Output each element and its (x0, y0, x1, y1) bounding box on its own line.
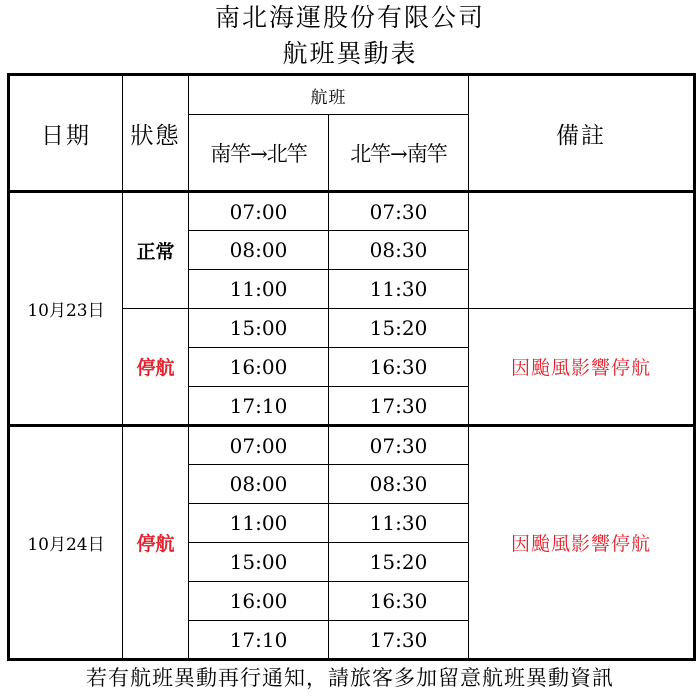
status-normal: 正常 (123, 192, 189, 309)
departure-time: 15:00 (189, 543, 329, 582)
header-route-beigan-nangan: 北竿→南竿 (329, 115, 469, 192)
return-time: 17:30 (329, 387, 469, 426)
header-status: 狀態 (123, 75, 189, 192)
departure-time: 07:00 (189, 426, 329, 465)
return-time: 15:20 (329, 309, 469, 348)
departure-time: 11:00 (189, 504, 329, 543)
return-time: 11:30 (329, 504, 469, 543)
return-time: 07:30 (329, 192, 469, 231)
status-suspended: 停航 (123, 309, 189, 426)
departure-time: 11:00 (189, 270, 329, 309)
remark-typhoon: 因颱風影響停航 (469, 309, 695, 426)
return-time: 15:20 (329, 543, 469, 582)
header-date: 日期 (9, 75, 123, 192)
return-time: 16:30 (329, 582, 469, 621)
return-time: 08:30 (329, 465, 469, 504)
footer-notice: 若有航班異動再行通知，請旅客多加留意航班異動資訊 (86, 666, 614, 690)
header-route-nangan-beigan: 南竿→北竿 (189, 115, 329, 192)
return-time: 07:30 (329, 426, 469, 465)
return-time: 16:30 (329, 348, 469, 387)
departure-time: 17:10 (189, 621, 329, 660)
schedule-table (7, 73, 696, 661)
remark-empty (469, 192, 695, 309)
departure-time: 16:00 (189, 582, 329, 621)
company-title: 南北海運股份有限公司 (214, 3, 485, 32)
date-cell: 10月23日 (9, 192, 123, 426)
table-title: 航班異動表 (282, 39, 418, 68)
departure-time: 16:00 (189, 348, 329, 387)
return-time: 11:30 (329, 270, 469, 309)
date-cell: 10月24日 (9, 426, 123, 660)
departure-time: 15:00 (189, 309, 329, 348)
departure-time: 08:00 (189, 231, 329, 270)
return-time: 17:30 (329, 621, 469, 660)
header-remarks: 備註 (469, 75, 695, 192)
departure-time: 07:00 (189, 192, 329, 231)
return-time: 08:30 (329, 231, 469, 270)
status-suspended: 停航 (123, 426, 189, 660)
departure-time: 17:10 (189, 387, 329, 426)
departure-time: 08:00 (189, 465, 329, 504)
remark-typhoon: 因颱風影響停航 (469, 426, 695, 660)
header-flights: 航班 (189, 75, 469, 115)
